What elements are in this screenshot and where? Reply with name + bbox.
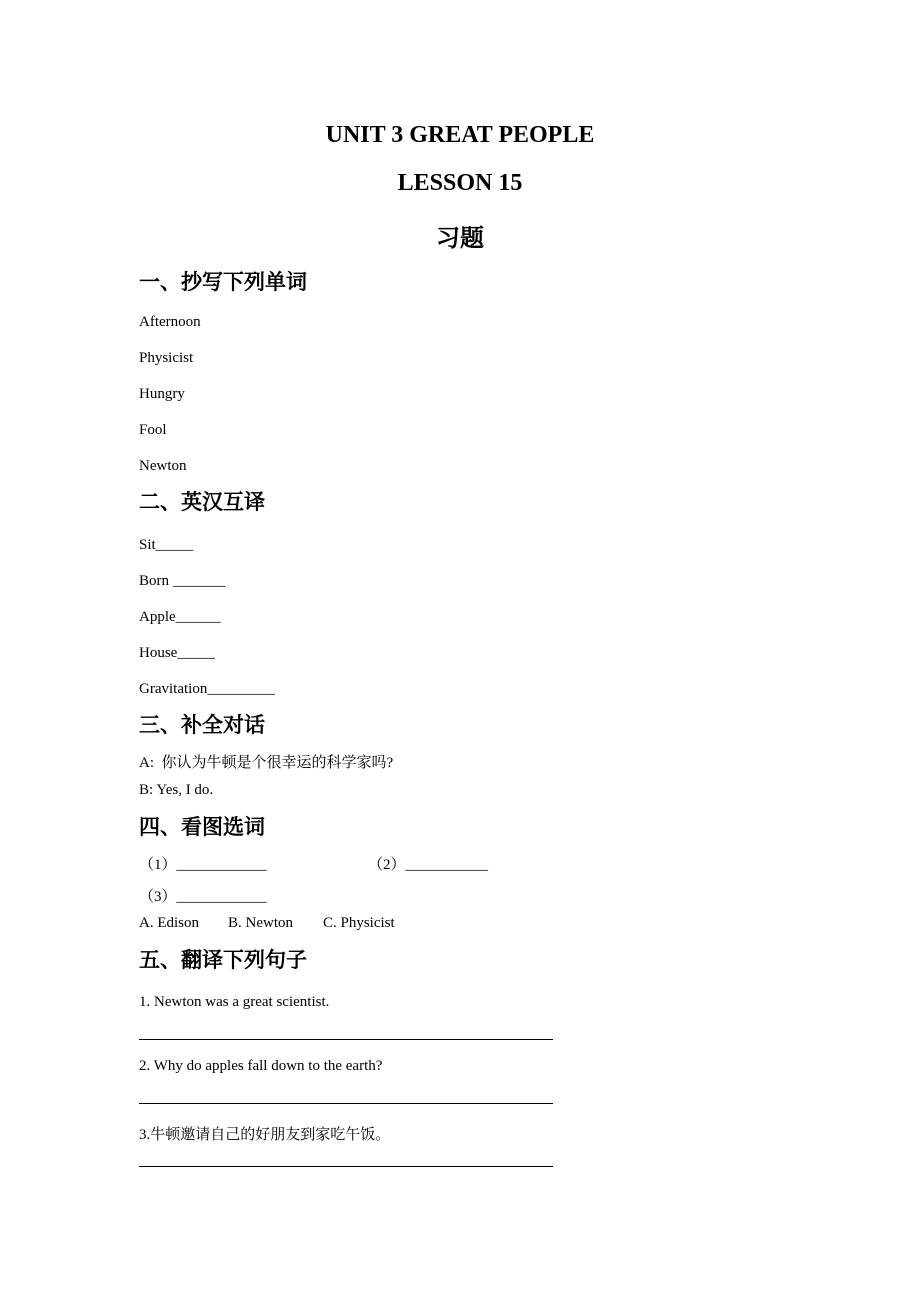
section-3-heading: 三、补全对话 — [139, 713, 265, 737]
word-item: Fool — [139, 422, 167, 438]
option-b: B. Newton — [228, 915, 293, 931]
word-item: Newton — [139, 458, 187, 474]
unit-title: UNIT 3 GREAT PEOPLE — [325, 122, 595, 148]
option-c: C. Physicist — [323, 915, 395, 931]
word-item: Physicist — [139, 350, 194, 366]
word-item: Hungry — [139, 386, 185, 402]
exercise-title: 习题 — [436, 224, 484, 252]
dialog-line-b: B: Yes, I do. — [139, 782, 214, 798]
translate-item: Sit_____ — [139, 537, 194, 553]
section-2-heading: 二、英汉互译 — [139, 490, 265, 514]
blank-2: （2）___________ — [368, 857, 489, 873]
dialog-line-a: A: 你认为牛顿是个很幸运的科学家吗? — [139, 755, 394, 771]
sentence-2: 2. Why do apples fall down to the earth? — [139, 1058, 383, 1074]
lesson-title: LESSON 15 — [397, 170, 523, 196]
word-item: Afternoon — [139, 314, 201, 330]
sentence-1: 1. Newton was a great scientist. — [139, 994, 330, 1010]
translate-item: House_____ — [139, 645, 215, 661]
section-4-heading: 四、看图选词 — [139, 815, 265, 839]
section-5-heading: 五、翻译下列句子 — [139, 948, 307, 972]
answer-line — [139, 1039, 553, 1040]
answer-line — [139, 1166, 553, 1167]
sentence-3: 3.牛顿邀请自己的好朋友到家吃午饭。 — [139, 1127, 391, 1143]
section-1-heading: 一、抄写下列单词 — [139, 270, 307, 294]
translate-item: Born _______ — [139, 573, 226, 589]
translate-item: Gravitation_________ — [139, 681, 275, 697]
blank-3: （3）____________ — [139, 889, 267, 905]
option-a: A. Edison — [139, 915, 199, 931]
blank-1: （1）____________ — [139, 857, 267, 873]
answer-line — [139, 1103, 553, 1104]
translate-item: Apple______ — [139, 609, 221, 625]
